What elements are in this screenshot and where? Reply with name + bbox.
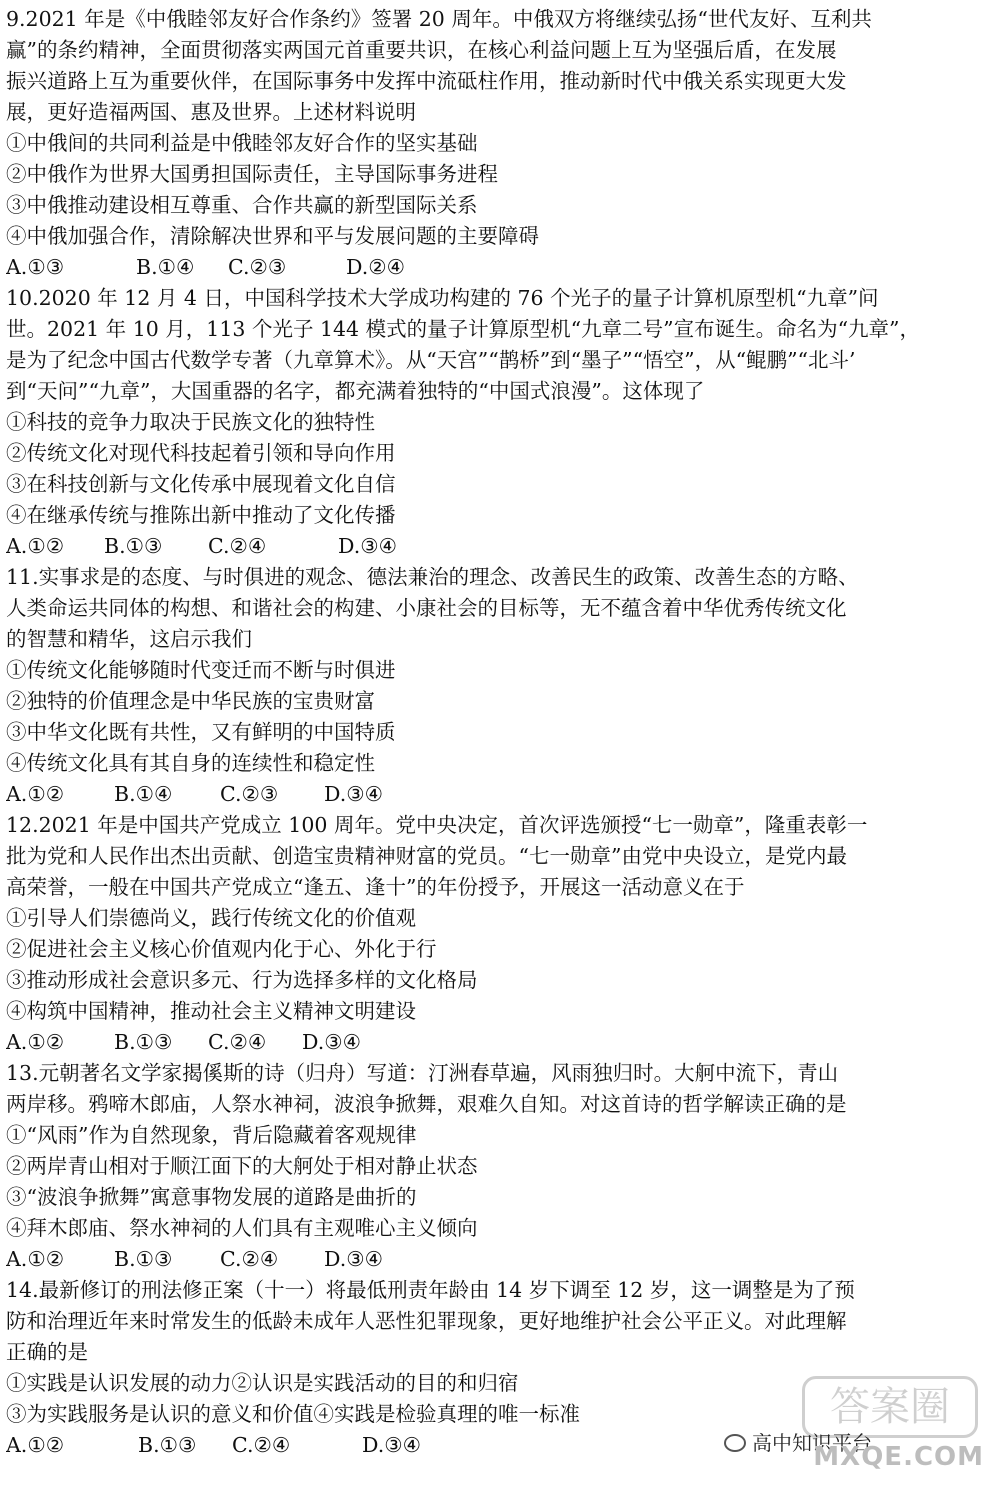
- question-stem: 的智慧和精华，这启示我们: [6, 627, 252, 651]
- question-stem: 人类命运共同体的构想、和谐社会的构建、小康社会的目标等，无不蕴含着中华优秀传统文化: [6, 596, 847, 620]
- question-stem: 9.2021 年是《中俄睦邻友好合作条约》签署 20 周年。中俄双方将继续弘扬“世代友好、互利共: [6, 7, 872, 31]
- option-d: D.③④: [324, 782, 383, 806]
- statement-item: ①中俄间的共同利益是中俄睦邻友好合作的坚实基础: [6, 131, 478, 155]
- question-stem: 展，更好造福两国、惠及世界。上述材料说明: [6, 100, 416, 124]
- question-sheet: [6, 4, 996, 1461]
- option-a: A.①②: [6, 1030, 65, 1054]
- question-stem: 到“天问”“九章”，大国重器的名字，都充满着独特的“中国式浪漫”。这体现了: [6, 379, 705, 403]
- option-a: A.①②: [6, 534, 65, 558]
- question-13: [6, 1058, 996, 1275]
- answer-options: [6, 779, 996, 810]
- watermark-logo: 答案圈: [802, 1376, 978, 1438]
- option-a: A.①②: [6, 1247, 65, 1271]
- statement-item: ④传统文化具有其自身的连续性和稳定性: [6, 751, 375, 775]
- option-b: B.①③: [114, 1030, 173, 1054]
- question-10: [6, 283, 996, 562]
- option-b: B.①④: [114, 782, 173, 806]
- statement-item: ①实践是认识发展的动力②认识是实践活动的目的和归宿: [6, 1371, 519, 1395]
- question-stem: 赢”的条约精神，全面贯彻落实两国元首重要共识，在核心利益问题上互为坚强后盾，在发展: [6, 38, 837, 62]
- option-d: D.③④: [302, 1030, 361, 1054]
- option-c: C.②③: [220, 782, 279, 806]
- statement-item: ②促进社会主义核心价值观内化于心、外化于行: [6, 937, 437, 961]
- statement-item: ①科技的竞争力取决于民族文化的独特性: [6, 410, 375, 434]
- option-d: D.③④: [338, 534, 397, 558]
- option-c: C.②④: [220, 1247, 279, 1271]
- watermark-site: MXQE.COM: [813, 1442, 984, 1472]
- option-b: B.①④: [136, 255, 195, 279]
- question-12: [6, 810, 996, 1058]
- statement-item: ①传统文化能够随时代变迁而不断与时俱进: [6, 658, 396, 682]
- statement-item: ②独特的价值理念是中华民族的宝贵财富: [6, 689, 375, 713]
- option-d: D.③④: [324, 1247, 383, 1271]
- statement-item: ④构筑中国精神，推动社会主义精神文明建设: [6, 999, 416, 1023]
- question-stem: 14.最新修订的刑法修正案（十一）将最低刑责年龄由 14 岁下调至 12 岁，这一调整是为了预: [6, 1278, 855, 1302]
- statement-item: ②传统文化对现代科技起着引领和导向作用: [6, 441, 396, 465]
- statement-item: ④中俄加强合作，清除解决世界和平与发展问题的主要障碍: [6, 224, 539, 248]
- option-a: A.①②: [6, 782, 65, 806]
- statement-item: ①“风雨”作为自然现象，背后隐藏着客观规律: [6, 1123, 417, 1147]
- option-b: B.①③: [138, 1433, 197, 1457]
- answer-options: [6, 531, 996, 562]
- question-stem: 是为了纪念中国古代数学专著（九章算术》。从“天宫”“鹊桥”到“墨子”“悟空”，从“鲲鹏”“北斗’: [6, 348, 856, 372]
- statement-item: ③“波浪争掀舞”寓意事物发展的道路是曲折的: [6, 1185, 417, 1209]
- question-stem: 11.实事求是的态度、与时俱进的观念、德法兼治的理念、改善民生的政策、改善生态的方略、: [6, 565, 859, 589]
- question-stem: 振兴道路上互为重要伙伴，在国际事务中发挥中流砥柱作用，推动新时代中俄关系实现更大发: [6, 69, 847, 93]
- answer-options: [6, 1027, 996, 1058]
- statement-item: ④拜木郎庙、祭水神祠的人们具有主观唯心主义倾向: [6, 1216, 478, 1240]
- option-b: B.①③: [114, 1247, 173, 1271]
- question-stem: 10.2020 年 12 月 4 日，中国科学技术大学成功构建的 76 个光子的量子计算机原型机“九章”问: [6, 286, 879, 310]
- wechat-icon: [724, 1434, 746, 1452]
- statement-item: ③推动形成社会意识多元、行为选择多样的文化格局: [6, 968, 478, 992]
- statement-item: ③在科技创新与文化传承中展现着文化自信: [6, 472, 396, 496]
- statement-item: ①引导人们崇德尚义，践行传统文化的价值观: [6, 906, 416, 930]
- question-stem: 两岸移。鸦啼木郎庙，人祭水神祠，波浪争掀舞，艰难久自知。对这首诗的哲学解读正确的是: [6, 1092, 847, 1116]
- question-stem: 高荣誉，一般在中国共产党成立“逢五、逢十”的年份授予，开展这一活动意义在于: [6, 875, 745, 899]
- answer-options: [6, 1244, 996, 1275]
- option-b: B.①③: [104, 534, 163, 558]
- statement-item: ②中俄作为世界大国勇担国际责任，主导国际事务进程: [6, 162, 498, 186]
- option-c: C.②④: [208, 1030, 267, 1054]
- question-stem: 13.元朝著名文学家揭傒斯的诗（归舟）写道：汀洲春草遍，风雨独归时。大舸中流下，青山: [6, 1061, 839, 1085]
- option-c: C.②④: [232, 1433, 291, 1457]
- question-stem: 防和治理近年来时常发生的低龄未成年人恶性犯罪现象，更好地维护社会公平正义。对此理解: [6, 1309, 847, 1333]
- statement-item: ③中华文化既有共性，又有鲜明的中国特质: [6, 720, 396, 744]
- option-c: C.②④: [208, 534, 267, 558]
- statement-item: ③为实践服务是认识的意义和价值④实践是检验真理的唯一标准: [6, 1402, 580, 1426]
- statement-item: ②两岸青山相对于顺江面下的大舸处于相对静止状态: [6, 1154, 478, 1178]
- option-a: A.①②: [6, 1433, 65, 1457]
- answer-options: [6, 252, 996, 283]
- question-11: [6, 562, 996, 810]
- option-d: D.②④: [346, 255, 405, 279]
- option-a: A.①③: [6, 255, 65, 279]
- statement-item: ③中俄推动建设相互尊重、合作共赢的新型国际关系: [6, 193, 478, 217]
- option-d: D.③④: [362, 1433, 421, 1457]
- question-stem: 12.2021 年是中国共产党成立 100 周年。党中央决定，首次评选颁授“七一勋章”，隆重表彰一: [6, 813, 868, 837]
- question-stem: 批为党和人民作出杰出贡献、创造宝贵精神财富的党员。“七一勋章”由党中央设立，是党内最: [6, 844, 847, 868]
- watermark: [738, 1352, 988, 1472]
- option-c: C.②③: [228, 255, 287, 279]
- question-9: [6, 4, 996, 283]
- watermark-platform-name: 高中知识平台: [752, 1431, 872, 1455]
- question-stem: 正确的是: [6, 1340, 88, 1364]
- question-stem: 世。2021 年 10 月，113 个光子 144 模式的量子计算原型机“九章二号”宣布诞生。命名为“九章”，: [6, 317, 921, 341]
- statement-item: ④在继承传统与推陈出新中推动了文化传播: [6, 503, 396, 527]
